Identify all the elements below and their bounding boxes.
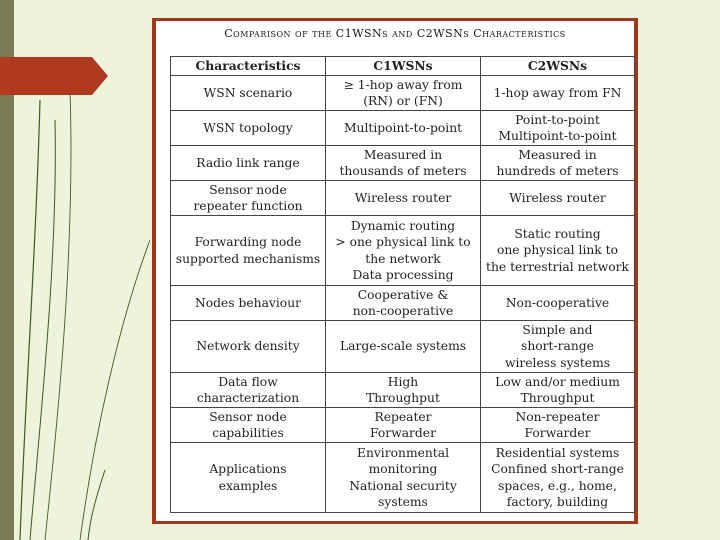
table-row	[171, 408, 635, 443]
table-cell: Network density	[171, 321, 326, 373]
table-cell: Data flow characterization	[171, 373, 326, 408]
slide-frame	[152, 18, 638, 524]
header-cell: C2WSNs	[481, 57, 635, 76]
table-cell: Dynamic routing > one physical link to the network Data processing	[326, 216, 481, 286]
table-cell: WSN scenario	[171, 76, 326, 111]
header-cell: Characteristics	[171, 57, 326, 76]
table-cell: High Throughput	[326, 373, 481, 408]
table-cell: WSN topology	[171, 111, 326, 146]
table-cell: Sensor node repeater function	[171, 181, 326, 216]
comparison-table	[170, 56, 635, 513]
table-cell: Wireless router	[481, 181, 635, 216]
table-cell: Static routing one physical link to the terrestrial network	[481, 216, 635, 286]
table-row	[171, 286, 635, 321]
table-row	[171, 443, 635, 513]
table-row	[171, 111, 635, 146]
table-cell: Radio link range	[171, 146, 326, 181]
table-cell: Non-repeater Forwarder	[481, 408, 635, 443]
table-cell: Cooperative & non-cooperative	[326, 286, 481, 321]
table-cell: Non-cooperative	[481, 286, 635, 321]
header-cell: C1WSNs	[326, 57, 481, 76]
table-cell: Multipoint-to-point	[326, 111, 481, 146]
table-cell: Low and/or medium Throughput	[481, 373, 635, 408]
table-cell: Measured in thousands of meters	[326, 146, 481, 181]
table-cell: ≥ 1-hop away from (RN) or (FN)	[326, 76, 481, 111]
table-row	[171, 181, 635, 216]
table-cell: Repeater Forwarder	[326, 408, 481, 443]
table-cell: Nodes behaviour	[171, 286, 326, 321]
table-row	[171, 146, 635, 181]
table-figure	[156, 21, 634, 521]
table-cell: Forwarding node supported mechanisms	[171, 216, 326, 286]
table-cell: Point-to-point Multipoint-to-point	[481, 111, 635, 146]
table-cell: Large-scale systems	[326, 321, 481, 373]
table-cell: Environmental monitoring National security systems	[326, 443, 481, 513]
table-row	[171, 321, 635, 373]
table-caption: Comparison of the C1WSNs and C2WSNs Characteristics	[224, 27, 566, 40]
table-cell: Simple and short-range wireless systems	[481, 321, 635, 373]
table-cell: Sensor node capabilities	[171, 408, 326, 443]
table-cell: Measured in hundreds of meters	[481, 146, 635, 181]
table-row	[171, 373, 635, 408]
table-cell: Applications examples	[171, 443, 326, 513]
table-cell: Residential systems Confined short-range spaces, e.g., home, factory, building	[481, 443, 635, 513]
header-row	[171, 57, 635, 76]
table-row	[171, 76, 635, 111]
table-row	[171, 216, 635, 286]
table-cell: Wireless router	[326, 181, 481, 216]
red-arrow-tab	[0, 57, 108, 95]
table-cell: 1-hop away from FN	[481, 76, 635, 111]
